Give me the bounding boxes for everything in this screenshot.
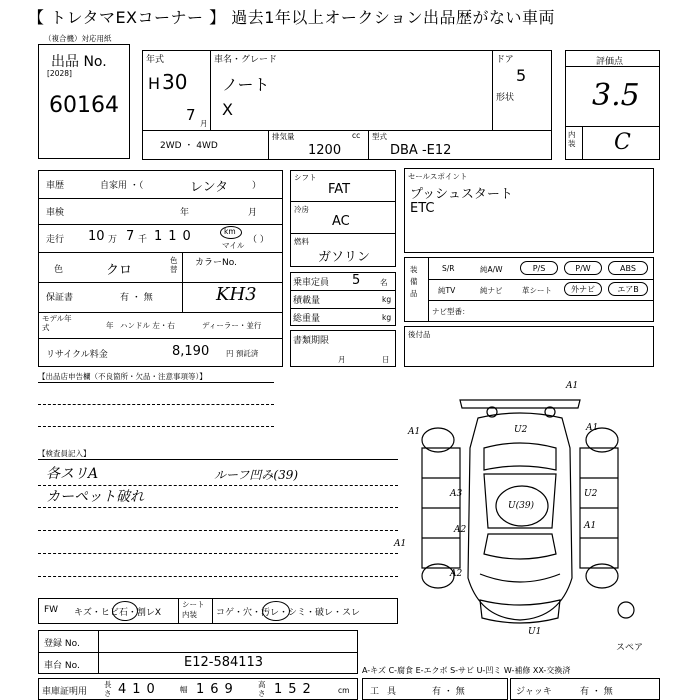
door-label: ドア bbox=[496, 55, 514, 65]
length-label: 長さ bbox=[104, 680, 112, 698]
drive-type: 2WD ・ 4WD bbox=[160, 141, 218, 151]
mark-a2-front-left: A2 bbox=[450, 569, 463, 579]
history-close: ） bbox=[252, 181, 262, 191]
load-unit: kg bbox=[382, 295, 392, 304]
car-name: ノート bbox=[222, 75, 270, 94]
equip-airbag: エアB bbox=[608, 282, 648, 296]
mileage-label: 走行 bbox=[46, 235, 65, 245]
model-value: DBA -E12 bbox=[390, 143, 452, 158]
year-era: H bbox=[148, 74, 161, 93]
jack-value: 有 ・ 無 bbox=[580, 687, 613, 697]
car-grade: X bbox=[222, 100, 233, 119]
cert-label: 車庫証明用 bbox=[42, 687, 88, 697]
mark-a1-left-rear: A1 bbox=[408, 427, 421, 437]
score-label: 評価点 bbox=[596, 57, 624, 67]
equip-abs: ABS bbox=[608, 261, 648, 275]
navi-model-label: ナビ型番： bbox=[432, 307, 470, 316]
mileage-man-unit: 万 bbox=[108, 235, 118, 245]
height-label: 高さ bbox=[258, 680, 266, 698]
mark-u39-roof: U(39) bbox=[508, 501, 535, 511]
mark-u1-front: U1 bbox=[528, 627, 542, 637]
mileage-km: km bbox=[224, 227, 236, 236]
ac-label: 冷房 bbox=[294, 205, 309, 214]
inspection-month: 月 bbox=[248, 208, 258, 218]
registration-label: 登録 No. bbox=[44, 639, 80, 649]
sub-note: （複合機）対応用紙 bbox=[44, 34, 112, 43]
shift-label: シフト bbox=[294, 173, 317, 182]
chassis-value: E12-584113 bbox=[184, 655, 264, 670]
recycle-unit: 円 預託済 bbox=[226, 349, 259, 358]
equip-ext-navi: 外ナビ bbox=[564, 282, 602, 296]
interior-value: C bbox=[614, 130, 631, 155]
model-year-label: モデル年式 bbox=[42, 314, 72, 332]
equip-pw: P/W bbox=[564, 261, 602, 275]
score-value: 3.5 bbox=[592, 78, 640, 113]
seat-label: シート内装 bbox=[182, 600, 205, 619]
equipment-label: 装備品 bbox=[410, 265, 418, 298]
equip-navi: 純ナビ bbox=[480, 286, 503, 295]
mark-u2-right: U2 bbox=[584, 489, 598, 499]
mileage-sen-unit: 千 bbox=[138, 235, 148, 245]
mark-a3-left: A3 bbox=[450, 489, 463, 499]
color-change-label: 色替 bbox=[170, 256, 178, 274]
aftermarket-label: 後付品 bbox=[408, 330, 431, 339]
capacity-label: 乗車定員 bbox=[293, 278, 330, 288]
mileage-paren: （ ） bbox=[248, 235, 269, 245]
car-damage-diagram bbox=[394, 378, 640, 638]
dealer-type: ディーラー・並行 bbox=[202, 321, 262, 330]
mark-a1-left-front: A1 bbox=[394, 539, 407, 549]
spare-label: スペア bbox=[616, 643, 644, 653]
banner-text: 【 トレタマEXコーナー 】 過去1年以上オークション出品歴がない車両 bbox=[28, 8, 556, 27]
inspector-line2: カーペット破れ bbox=[46, 489, 144, 505]
mark-a1-right-rear: A1 bbox=[586, 423, 599, 433]
inspector-line1: 各スリA bbox=[46, 466, 99, 482]
year-month-unit: 月 bbox=[200, 119, 208, 128]
fw-items: キズ・ヒビ石・割レX bbox=[74, 608, 161, 618]
history-value: レンタ bbox=[190, 180, 229, 195]
width-label: 幅 bbox=[180, 685, 188, 694]
car-label: 車名・グレード bbox=[214, 55, 278, 65]
mileage-man: 10 bbox=[88, 229, 105, 244]
year-label: 年式 bbox=[146, 55, 165, 65]
displacement-unit: cc bbox=[352, 131, 361, 140]
ac-value: AC bbox=[332, 214, 350, 229]
door-value: 5 bbox=[516, 66, 527, 85]
height-value: 152 bbox=[274, 682, 317, 697]
colorno-value: KH3 bbox=[216, 284, 257, 305]
mileage-sen: 7 bbox=[126, 229, 135, 244]
equip-tv: 純TV bbox=[438, 286, 456, 295]
seller-note-label: 【出品店申告欄（不良箇所・欠品・注意事項等）】 bbox=[38, 372, 207, 381]
equip-sr: S/R bbox=[442, 264, 455, 273]
doc-deadline-day: 日 bbox=[382, 355, 390, 364]
history-options: 自家用 ・（ bbox=[100, 181, 144, 191]
lot-stamp: [2028] bbox=[47, 69, 72, 78]
mileage-rest: 110 bbox=[154, 229, 197, 244]
cert-unit: cm bbox=[338, 686, 350, 695]
banner bbox=[0, 0, 700, 32]
fuel-value: ガソリン bbox=[318, 250, 371, 265]
mark-a1-right: A1 bbox=[584, 521, 597, 531]
lot-box bbox=[38, 44, 130, 159]
model-year-unit: 年 bbox=[106, 321, 114, 330]
lot-number: 60164 bbox=[49, 93, 119, 118]
sales-line2: ETC bbox=[410, 201, 435, 216]
color-value: クロ bbox=[106, 263, 133, 278]
warranty-value: 有 ・ 無 bbox=[120, 293, 153, 303]
warranty-label: 保証書 bbox=[46, 293, 74, 303]
sales-label: セールスポイント bbox=[408, 172, 468, 181]
fw-label: FW bbox=[44, 605, 59, 615]
damage-legend: A-キズ C-腐食 E-エクボ S-サビ U-凹ミ W-補修 XX-交換済 bbox=[362, 666, 571, 675]
gross-unit: kg bbox=[382, 313, 392, 322]
shape-label: 形状 bbox=[496, 93, 515, 103]
year-month: 7 bbox=[186, 106, 196, 124]
recycle-label: リサイクル料金 bbox=[46, 350, 108, 360]
history-label: 車歴 bbox=[46, 181, 65, 191]
fuel-label: 燃料 bbox=[294, 237, 309, 246]
aftermarket-box bbox=[404, 326, 654, 367]
model-label: 型式 bbox=[372, 132, 387, 141]
inspection-year: 年 bbox=[180, 208, 190, 218]
lot-label: 出品 No. bbox=[51, 54, 107, 70]
doc-deadline-month: 月 bbox=[338, 355, 346, 364]
colorno-label: カラーNo. bbox=[195, 258, 237, 268]
tools-value: 有 ・ 無 bbox=[432, 687, 465, 697]
inspector-right-note: ルーフ凹み(39) bbox=[214, 468, 299, 482]
inspection-label: 車検 bbox=[46, 208, 65, 218]
doc-deadline-label: 書類期限 bbox=[293, 336, 330, 346]
inspector-label: 【検査員記入】 bbox=[38, 449, 91, 458]
length-value: 410 bbox=[118, 682, 161, 697]
capacity-value: 5 bbox=[352, 273, 361, 288]
tools-label: 工具 bbox=[370, 687, 405, 697]
displacement-label: 排気量 bbox=[272, 132, 295, 141]
gross-label: 総重量 bbox=[293, 314, 321, 324]
seat-items: コゲ・穴・汚レ・シミ・破レ・スレ bbox=[216, 608, 361, 618]
jack-label: ジャッキ bbox=[516, 687, 552, 697]
interior-label: 内装 bbox=[568, 130, 576, 148]
mileage-mile: マイル bbox=[222, 241, 245, 250]
recycle-value: 8,190 bbox=[172, 344, 210, 359]
color-label: 色 bbox=[54, 265, 64, 275]
width-value: 169 bbox=[196, 682, 239, 697]
displacement-value: 1200 bbox=[308, 143, 342, 158]
mark-u2-rear: U2 bbox=[514, 425, 528, 435]
mark-a1-rear: A1 bbox=[566, 381, 579, 391]
equip-aw: 純A/W bbox=[480, 265, 503, 274]
equip-ps: P/S bbox=[520, 261, 558, 275]
year-value: 30 bbox=[162, 70, 188, 94]
mark-a2-left: A2 bbox=[454, 525, 467, 535]
sales-line1: プッシュスタート bbox=[410, 187, 513, 202]
load-label: 積載量 bbox=[293, 296, 321, 306]
capacity-unit: 名 bbox=[380, 278, 388, 287]
equip-leather: 革シート bbox=[522, 286, 552, 295]
chassis-label: 車台 No. bbox=[44, 661, 80, 671]
handle-side: ハンドル 左・右 bbox=[120, 321, 175, 330]
shift-value: FAT bbox=[328, 182, 351, 197]
